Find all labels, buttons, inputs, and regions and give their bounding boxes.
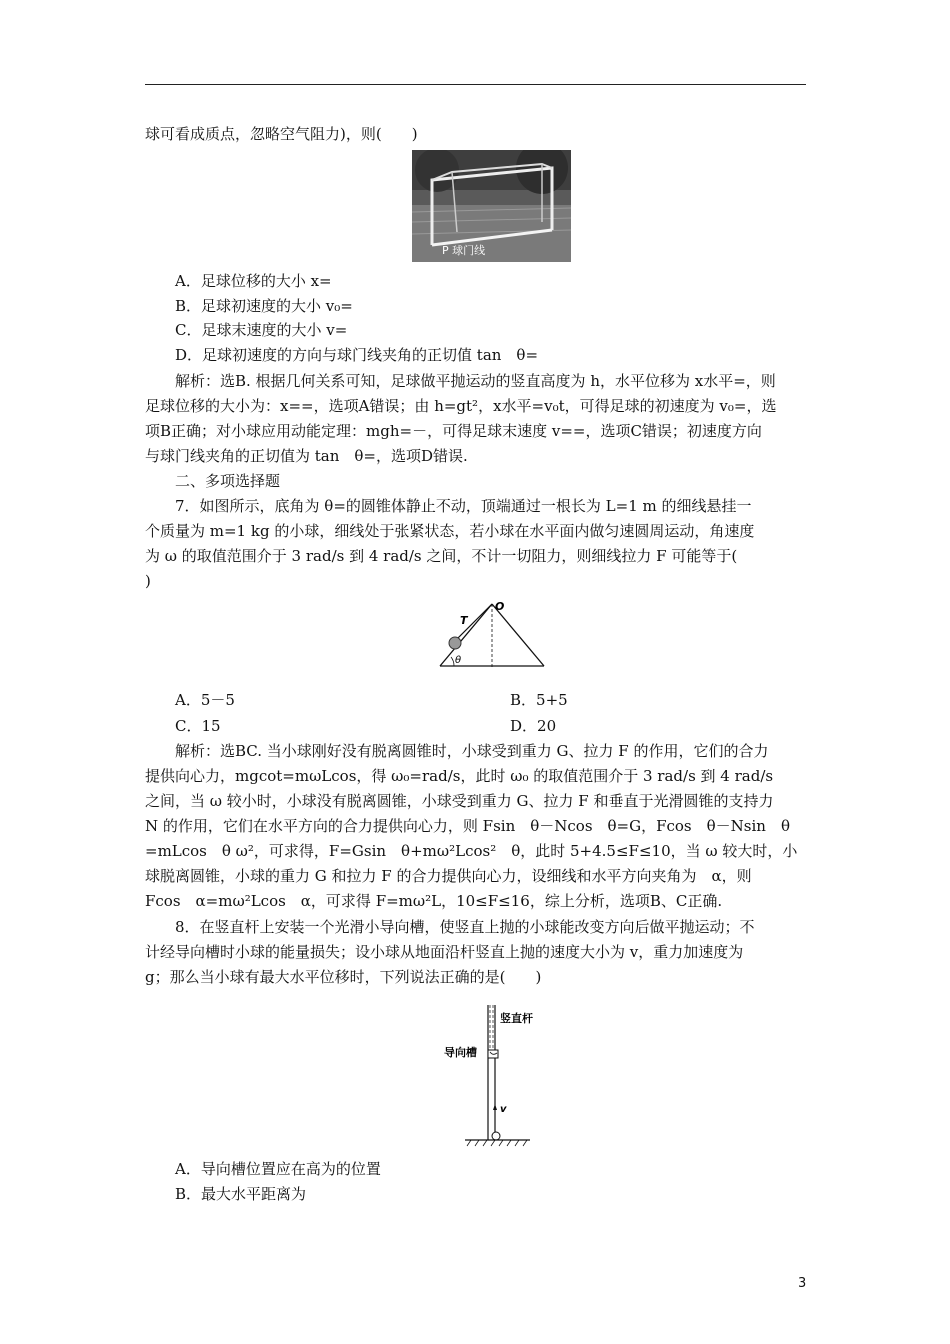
section-heading: 二、多项选择题 bbox=[175, 472, 281, 490]
velocity-label: v bbox=[500, 1104, 507, 1115]
option-b: B．足球初速度的大小 v₀= bbox=[175, 297, 353, 315]
cone-diagram bbox=[430, 596, 550, 672]
pole-label: 竖直杆 bbox=[500, 1012, 533, 1025]
option-a: A．导向槽位置应在高为的位置 bbox=[175, 1160, 381, 1178]
label-o: O bbox=[495, 600, 505, 613]
question-8-line: 8．在竖直杆上安装一个光滑小导向槽，使竖直上抛的小球能改变方向后做平抛运动；不 bbox=[175, 918, 755, 936]
question-7-line: 为 ω 的取值范围介于 3 rad/s 到 4 rad/s 之间，不计一切阻力，则细线拉力 F 可能等于( bbox=[145, 547, 738, 565]
option-c: C．15 bbox=[175, 717, 221, 735]
question-7-line: 个质量为 m=1 kg 的小球，细线处于张紧状态，若小球在水平面内做匀速圆周运动，角速度 bbox=[145, 522, 755, 540]
option-b: B．5+5 bbox=[510, 691, 568, 709]
analysis-line: 解析：选B. 根据几何关系可知，足球做平抛运动的竖直高度为 h，水平位移为 x水平=，则 bbox=[175, 372, 776, 390]
pole-diagram bbox=[440, 1000, 550, 1150]
soccer-goal-photo bbox=[412, 150, 571, 262]
analysis-line: 解析：选BC. 当小球刚好没有脱离圆锥时，小球受到重力 G、拉力 F 的作用，它们的合力 bbox=[175, 742, 769, 760]
option-d: D．足球初速度的方向与球门线夹角的正切值 tan θ= bbox=[175, 346, 539, 364]
option-b: B．最大水平距离为 bbox=[175, 1185, 307, 1203]
label-theta: θ bbox=[455, 655, 462, 666]
option-a: A．5－5 bbox=[175, 691, 235, 709]
analysis-line: 足球位移的大小为：x==，选项A错误；由 h=gt²，x水平=v₀t，可得足球的初速度为 v₀=，选 bbox=[145, 397, 777, 415]
question-8-line: g；那么当小球有最大水平位移时，下列说法正确的是( ) bbox=[145, 968, 542, 986]
label-t: T bbox=[460, 614, 468, 627]
goal-line-label: P 球门线 bbox=[442, 244, 486, 257]
question-7-line: 7．如图所示，底角为 θ=的圆锥体静止不动，顶端通过一根长为 L=1 m 的细线悬挂一 bbox=[175, 497, 752, 515]
analysis-line: 与球门线夹角的正切值为 tan θ=，选项D错误. bbox=[145, 447, 468, 465]
header-rule bbox=[145, 84, 806, 85]
analysis-line: 球脱离圆锥，小球的重力 G 和拉力 F 的合力提供向心力，设细线和水平方向夹角为 α，则 bbox=[145, 867, 752, 885]
page-number: 3 bbox=[798, 1276, 807, 1291]
analysis-line: 项B正确；对小球应用动能定理：mgh=－，可得足球末速度 v==，选项C错误；初速度方向 bbox=[145, 422, 762, 440]
analysis-line: 之间，当 ω 较小时，小球没有脱离圆锥，小球受到重力 G、拉力 F 和垂直于光滑圆锥的支持力 bbox=[145, 792, 774, 810]
option-d: D．20 bbox=[510, 717, 557, 735]
analysis-line: =mLcos θ ω²，可求得，F=Gsin θ+mω²Lcos² θ，此时 5+4.5≤F≤10，当 ω 较大时，小 bbox=[145, 842, 798, 860]
question-7-line: ) bbox=[145, 572, 151, 590]
option-a: A．足球位移的大小 x= bbox=[175, 272, 332, 290]
question-8-line: 计经导向槽时小球的能量损失；设小球从地面沿杆竖直上抛的速度大小为 v，重力加速度为 bbox=[145, 943, 744, 961]
analysis-line: Fcos α=mω²Lcos α，可求得 F=mω²L，10≤F≤16，综上分析，选项B、C正确. bbox=[145, 892, 723, 910]
groove-label: 导向槽 bbox=[444, 1046, 477, 1059]
option-c: C．足球末速度的大小 v= bbox=[175, 321, 348, 339]
analysis-line: 提供向心力，mgcot=mωLcos，得 ω₀=rad/s，此时 ω₀ 的取值范围介于 3 rad/s 到 4 rad/s bbox=[145, 767, 774, 785]
analysis-line: N 的作用，它们在水平方向的合力提供向心力，则 Fsin θ－Ncos θ=G，Fcos θ－Nsin θ bbox=[145, 817, 790, 835]
text-line: 球可看成质点，忽略空气阻力)，则( ) bbox=[145, 125, 418, 143]
